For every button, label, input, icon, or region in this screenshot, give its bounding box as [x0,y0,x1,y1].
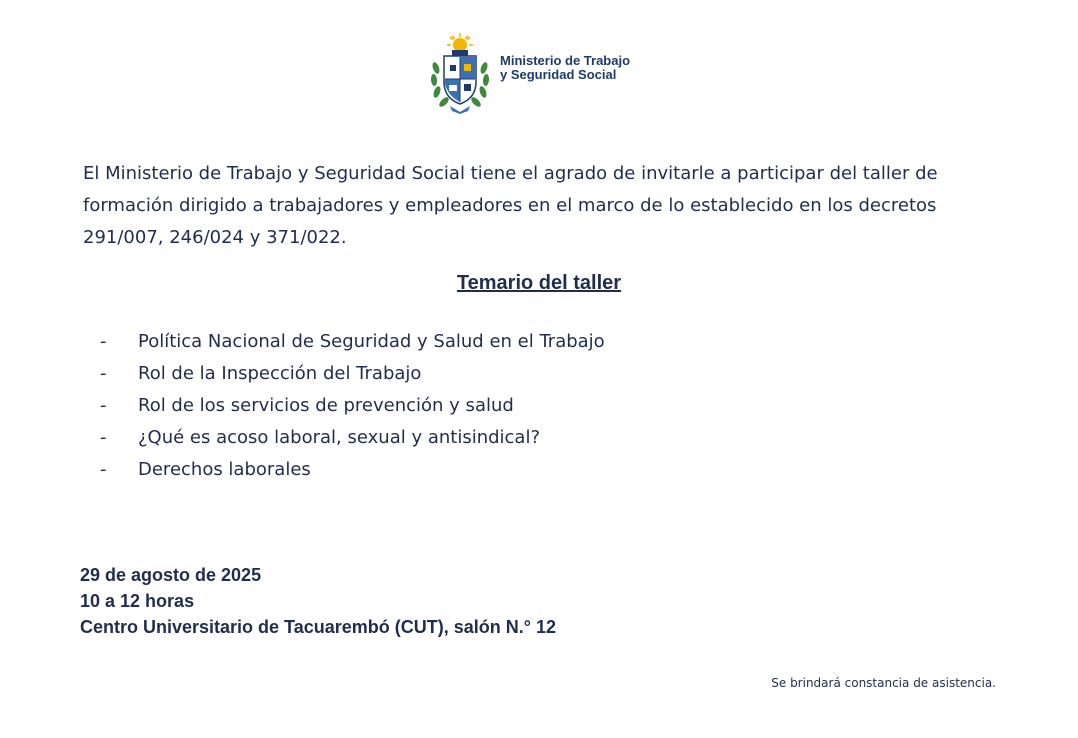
list-dash: - [100,331,107,352]
ministry-name-line2: y Seguridad Social [500,67,617,82]
list-item [100,454,605,486]
event-place: Centro Universitario de Tacuarembó (CUT), salón N.° 12 [80,617,556,637]
ministry-name [500,54,630,82]
invitation-text: El Ministerio de Trabajo y Seguridad Social tiene el agrado de invitarle a participar del taller de formación dirigido a trabajadores y empleadores en el marco de lo establecido en los decretos 291/007, 246/024 y 371/022. [83,163,938,248]
shield-icon [444,50,476,104]
ministry-logo [428,32,630,114]
list-item [100,326,605,358]
event-time: 10 a 12 horas [80,591,195,611]
topic-text: Rol de los servicios de prevención y salud [138,395,514,416]
topic-text: ¿Qué es acoso laboral, sexual y antisindical? [138,427,541,448]
list-dash: - [100,459,107,480]
event-date: 29 de agosto de 2025 [80,565,262,585]
attendance-note: Se brindará constancia de asistencia. [771,676,996,690]
list-dash: - [100,395,107,416]
list-dash: - [100,427,107,448]
ribbon-icon [450,106,470,114]
coat-of-arms-icon [428,32,492,114]
list-item [100,390,605,422]
list-item [100,422,605,454]
list-dash: - [100,363,107,384]
section-title: Temario del taller [456,272,622,294]
ministry-name-line1: Ministerio de Trabajo [500,53,631,68]
event-details [80,562,556,640]
topics-list [100,326,605,486]
topic-text: Derechos laborales [138,459,311,480]
sun-icon [447,33,473,52]
topic-text: Rol de la Inspección del Trabajo [138,363,422,384]
topic-text: Política Nacional de Seguridad y Salud en el Trabajo [138,331,605,352]
list-item [100,358,605,390]
